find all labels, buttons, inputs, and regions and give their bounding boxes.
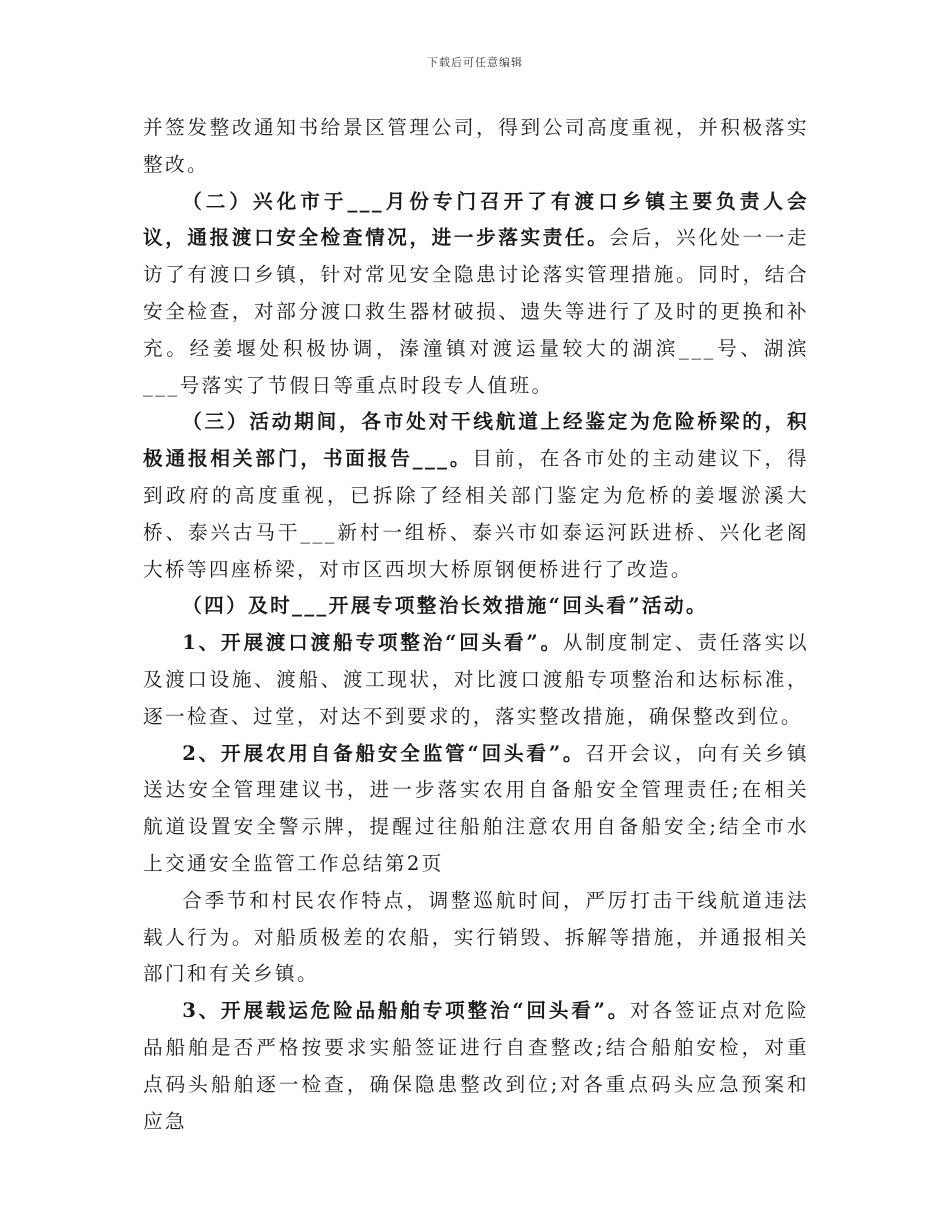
paragraph-1-text: 并签发整改通知书给景区管理公司，得到公司高度重视，并积极落实整改。: [143, 116, 809, 176]
paragraph-2-text: 会后，兴化处一一走访了有渡口乡镇，针对常见安全隐患讨论落实管理措施。同时，结合安全检查，对部分渡口救生器材破损、遗失等进行了及时的更换和补充。经姜堰处积极协调，溱潼镇对渡运量较大的湖滨___号、湖滨___号落实了节假日等重点时段专人值班。: [143, 226, 809, 397]
paragraph-2: [143, 184, 809, 405]
paragraph-5-text: 从制度制定、责任落实以及渡口设施、渡船、渡工现状，对比渡口渡船专项整治和达标标准，逐一检查、过堂，对达不到要求的，落实整改措施，确保整改到位。: [143, 631, 809, 728]
paragraph-5-bold-lead: 1、开展渡口渡船专项整治“回头看”。: [182, 631, 563, 655]
paragraph-6: [143, 736, 809, 883]
paragraph-6-text: 召开会议，向有关乡镇送达安全管理建议书，进一步落实农用自备船安全管理责任;在相关航道设置安全警示牌，提醒过往船舶注意农用自备船安全;结全市水上交通安全监管工作总结第2页: [143, 741, 809, 875]
paragraph-6-bold-lead: 2、开展农用自备船安全监管“回头看”。: [182, 741, 586, 765]
paragraph-7-text: 合季节和村民农作特点，调整巡航时间，严厉打击干线航道违法载人行为。对船质极差的农船，实行销毁、拆解等措施，并通报相关部门和有关乡镇。: [143, 888, 809, 986]
paragraph-3-text: 目前，在各市处的主动建议下，得到政府的高度重视，已拆除了经相关部门鉴定为危桥的姜堰淤溪大桥、泰兴古马干___新村一组桥、泰兴市如泰运河跃进桥、兴化老阁大桥等四座桥梁，对市区西坝大桥原钢便桥进行了改造。: [143, 447, 810, 581]
paragraph-8-text: 对各签证点对危险品船舶是否严格按要求实船签证进行自查整改;结合船舶安检，对重点码头船舶逐一检查，确保隐患整改到位;对各重点码头应急预案和应急: [143, 999, 810, 1133]
paragraph-3-bold-lead: （三）活动期间，各市处对干线航道上经鉴定为危险桥梁的，积极通报相关部门，书面报告___。: [143, 410, 809, 471]
paragraph-2-bold-lead: （二）兴化市于___月份专门召开了有渡口乡镇主要负责人会议，通报渡口安全检查情况，进一步落实责任。: [143, 189, 809, 250]
paragraph-8-bold-lead: 3、开展载运危险品船舶专项整治“回头看”。: [182, 999, 631, 1023]
paragraph-5: [143, 625, 809, 735]
document-body: [143, 110, 809, 1140]
paragraph-7: [143, 883, 809, 993]
paragraph-3: [143, 404, 809, 588]
paragraph-4: [143, 588, 809, 625]
paragraph-8: [143, 993, 809, 1140]
paragraph-4-bold-lead: （四）及时___开展专项整治长效措施“回头看”活动。: [182, 594, 708, 618]
paragraph-1: [143, 110, 809, 184]
page-header: 下载后可任意编辑: [427, 56, 523, 69]
